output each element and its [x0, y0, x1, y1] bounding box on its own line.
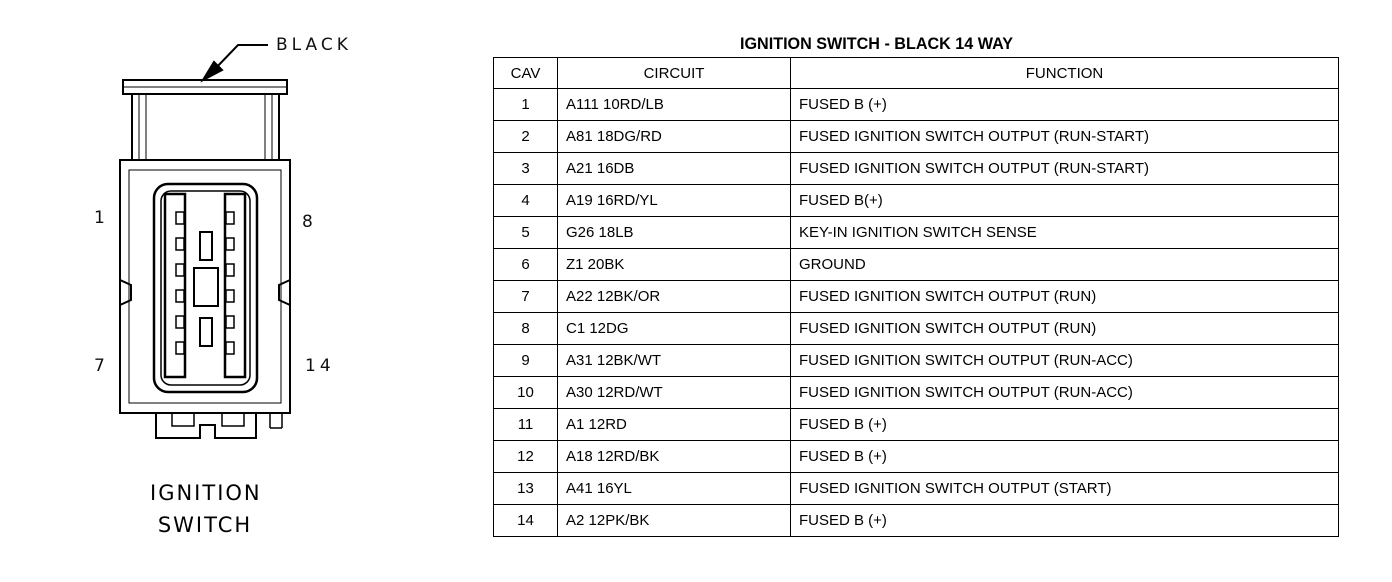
cav-cell: 6 — [494, 249, 558, 281]
function-cell: FUSED IGNITION SWITCH OUTPUT (RUN-START) — [791, 121, 1339, 153]
pin-label-8: 8 — [302, 212, 313, 232]
pin-label-7: 7 — [94, 356, 105, 376]
circuit-cell: Z1 20BK — [558, 249, 791, 281]
function-cell: FUSED IGNITION SWITCH OUTPUT (RUN-ACC) — [791, 345, 1339, 377]
cav-cell: 8 — [494, 313, 558, 345]
table-row — [494, 89, 1339, 121]
circuit-cell: A2 12PK/BK — [558, 505, 791, 537]
table-body — [494, 89, 1339, 537]
table-row — [494, 121, 1339, 153]
header-cav: CAV — [494, 58, 558, 89]
circuit-cell: A18 12RD/BK — [558, 441, 791, 473]
cav-cell: 14 — [494, 505, 558, 537]
connector-body — [120, 160, 290, 413]
table-row — [494, 313, 1339, 345]
table-header-row — [494, 58, 1339, 89]
table-row — [494, 377, 1339, 409]
table-row — [494, 473, 1339, 505]
connector-caption-line2: SWITCH — [157, 513, 253, 537]
cav-cell: 1 — [494, 89, 558, 121]
table-row — [494, 281, 1339, 313]
circuit-cell: G26 18LB — [558, 217, 791, 249]
function-cell: FUSED B (+) — [791, 89, 1339, 121]
circuit-cell: A31 12BK/WT — [558, 345, 791, 377]
cav-cell: 12 — [494, 441, 558, 473]
table-row — [494, 345, 1339, 377]
cav-cell: 3 — [494, 153, 558, 185]
color-leader-line — [214, 45, 268, 70]
cavity-frame — [154, 184, 257, 392]
cav-cell: 13 — [494, 473, 558, 505]
connector-color-label: BLACK — [276, 35, 352, 55]
circuit-cell: A81 18DG/RD — [558, 121, 791, 153]
table-title: IGNITION SWITCH - BLACK 14 WAY — [740, 34, 1014, 53]
function-cell: FUSED IGNITION SWITCH OUTPUT (RUN-ACC) — [791, 377, 1339, 409]
header-function: FUNCTION — [791, 58, 1339, 89]
connector-caption-line1: IGNITION — [150, 481, 262, 505]
pin-label-14: 14 — [305, 356, 335, 376]
circuit-cell: C1 12DG — [558, 313, 791, 345]
function-cell: GROUND — [791, 249, 1339, 281]
table-row — [494, 409, 1339, 441]
function-cell: KEY-IN IGNITION SWITCH SENSE — [791, 217, 1339, 249]
header-circuit: CIRCUIT — [558, 58, 791, 89]
table-row — [494, 185, 1339, 217]
function-cell: FUSED IGNITION SWITCH OUTPUT (RUN) — [791, 313, 1339, 345]
cav-cell: 7 — [494, 281, 558, 313]
function-cell: FUSED B (+) — [791, 409, 1339, 441]
function-cell: FUSED IGNITION SWITCH OUTPUT (START) — [791, 473, 1339, 505]
function-cell: FUSED B (+) — [791, 505, 1339, 537]
function-cell: FUSED IGNITION SWITCH OUTPUT (RUN-START) — [791, 153, 1339, 185]
table-row — [494, 249, 1339, 281]
cav-cell: 5 — [494, 217, 558, 249]
table-row — [494, 505, 1339, 537]
circuit-cell: A22 12BK/OR — [558, 281, 791, 313]
function-cell: FUSED IGNITION SWITCH OUTPUT (RUN) — [791, 281, 1339, 313]
pinout-table — [493, 57, 1339, 537]
pin-label-1: 1 — [94, 208, 105, 228]
circuit-cell: A30 12RD/WT — [558, 377, 791, 409]
circuit-cell: A41 16YL — [558, 473, 791, 505]
circuit-cell: A21 16DB — [558, 153, 791, 185]
table-row — [494, 441, 1339, 473]
circuit-cell: A1 12RD — [558, 409, 791, 441]
table-row — [494, 153, 1339, 185]
cav-cell: 2 — [494, 121, 558, 153]
function-cell: FUSED B (+) — [791, 441, 1339, 473]
cav-cell: 4 — [494, 185, 558, 217]
cav-cell: 9 — [494, 345, 558, 377]
function-cell: FUSED B(+) — [791, 185, 1339, 217]
cav-cell: 10 — [494, 377, 558, 409]
circuit-cell: A19 16RD/YL — [558, 185, 791, 217]
table-row — [494, 217, 1339, 249]
circuit-cell: A111 10RD/LB — [558, 89, 791, 121]
cav-cell: 11 — [494, 409, 558, 441]
